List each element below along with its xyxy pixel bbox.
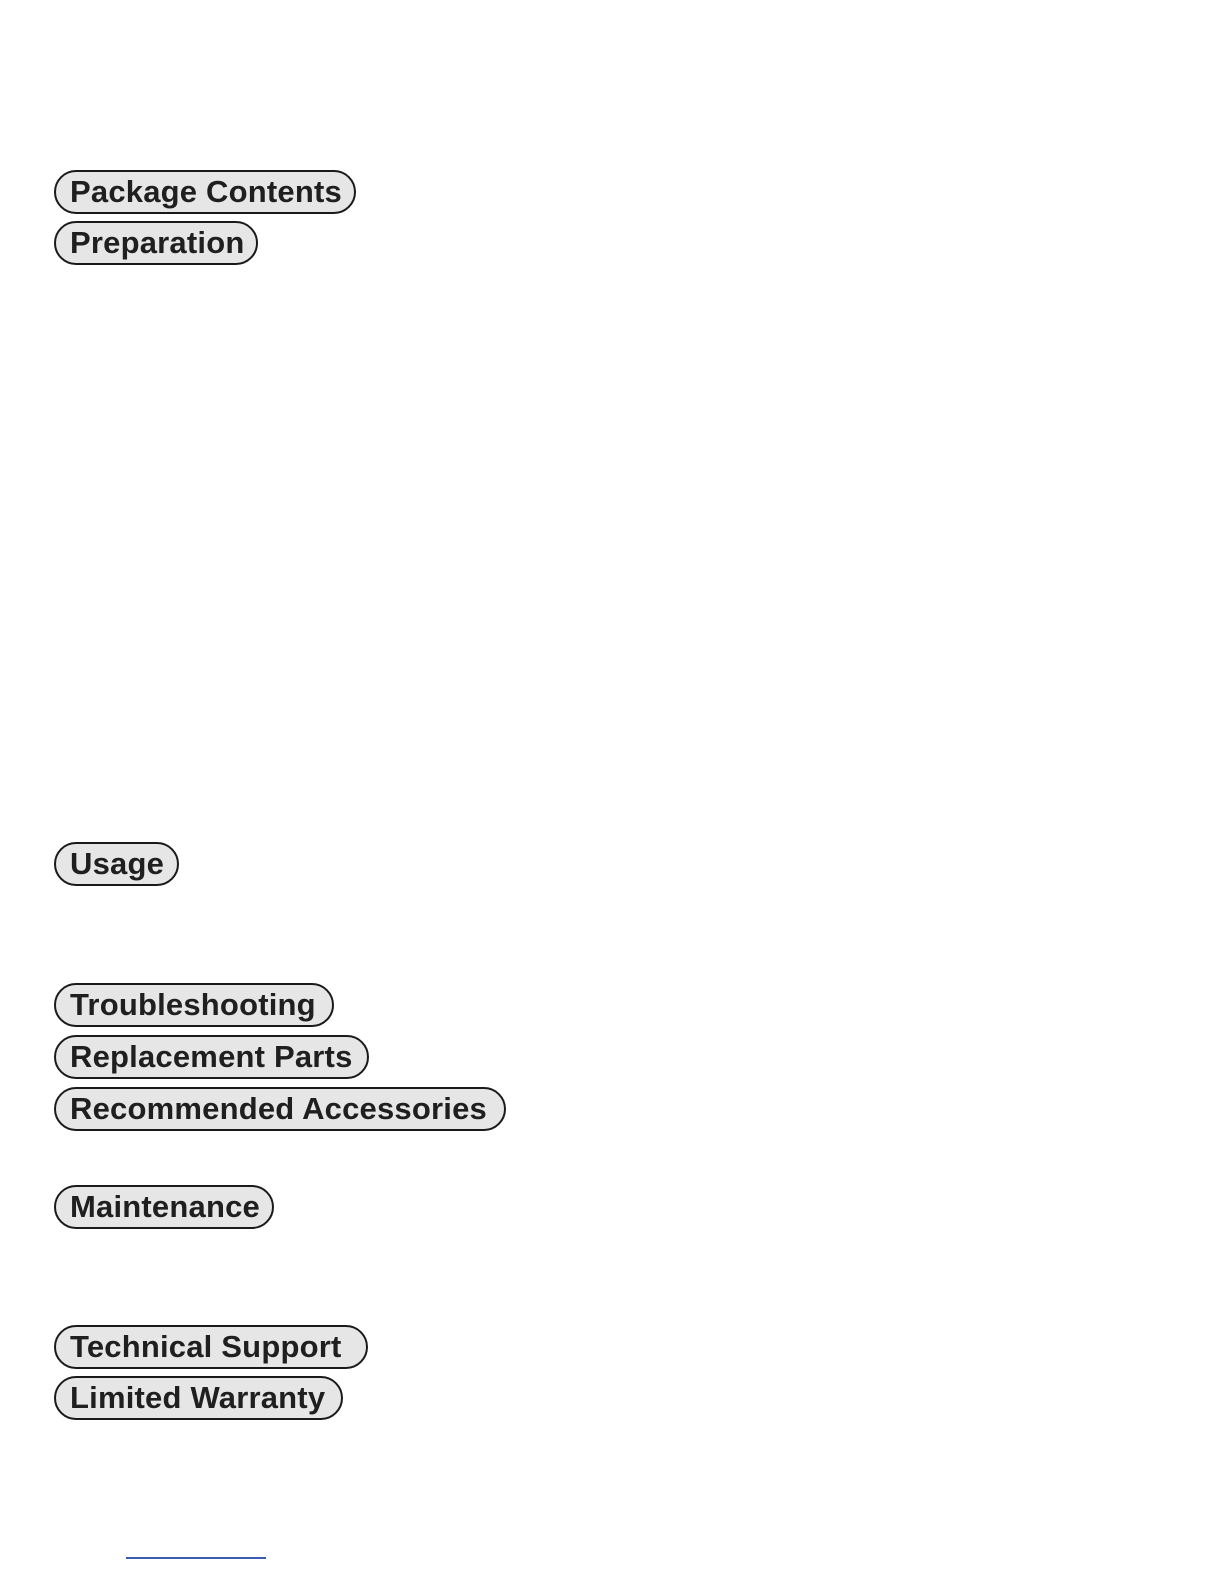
section-heading-replacement-parts: Replacement Parts (54, 1035, 369, 1079)
section-heading-preparation: Preparation (54, 221, 258, 265)
section-heading-usage: Usage (54, 842, 179, 886)
section-heading-limited-warranty: Limited Warranty (54, 1376, 343, 1420)
section-heading-recommended-accessories: Recommended Accessories (54, 1087, 506, 1131)
section-heading-technical-support: Technical Support (54, 1325, 368, 1369)
section-heading-maintenance: Maintenance (54, 1185, 274, 1229)
section-heading-troubleshooting: Troubleshooting (54, 983, 334, 1027)
section-heading-package-contents: Package Contents (54, 170, 356, 214)
footer-link-underline (126, 1557, 266, 1559)
